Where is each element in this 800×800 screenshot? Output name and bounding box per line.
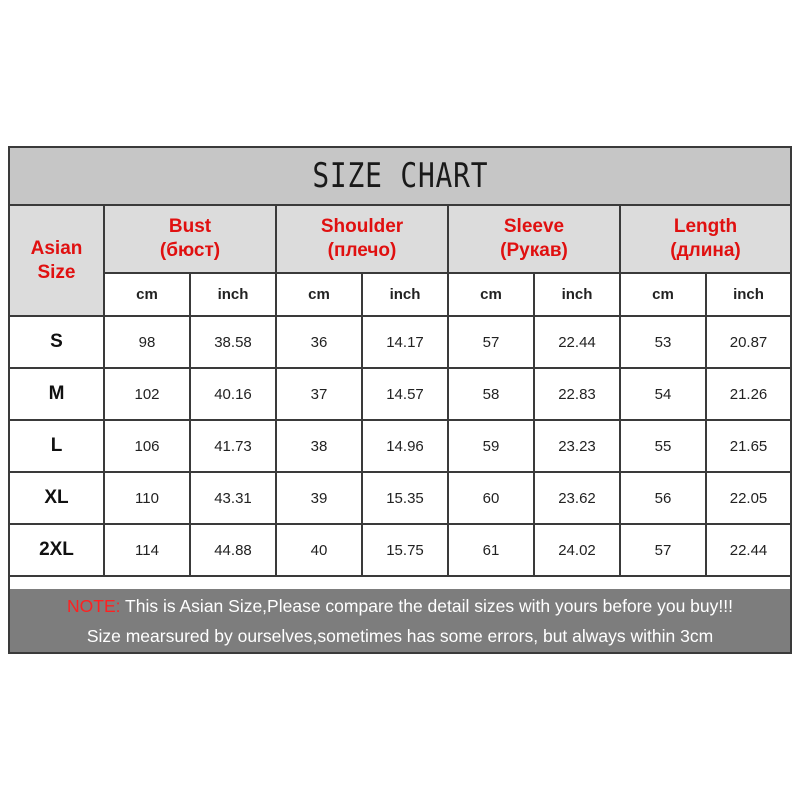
bust-label: Bust	[168, 216, 212, 237]
table-cell: 55	[620, 420, 706, 472]
shoulder-translation: (плечо)	[327, 240, 397, 261]
table-cell: 37	[276, 368, 362, 420]
unit-cm: cm	[448, 273, 534, 316]
asian-size-header-line2: Size	[37, 261, 76, 283]
table-cell: 57	[448, 316, 534, 368]
unit-cm: cm	[620, 273, 706, 316]
note-text: This is Asian Size,Please compare the detail sizes with yours before you buy!!!	[120, 595, 733, 616]
size-chart	[8, 146, 792, 654]
bust-translation: (бюст)	[159, 240, 221, 261]
table-cell: 22.83	[534, 368, 620, 420]
size-label: S	[10, 316, 104, 368]
asian-size-header	[10, 206, 104, 316]
length-translation: (длина)	[670, 240, 741, 261]
sleeve-label: Sleeve	[503, 216, 565, 237]
title-bar	[10, 148, 790, 206]
table-cell: 22.44	[706, 524, 790, 576]
size-label: 2XL	[10, 524, 104, 576]
table-row	[10, 420, 790, 472]
table-cell: 106	[104, 420, 190, 472]
unit-inch: inch	[534, 273, 620, 316]
table-cell: 36	[276, 316, 362, 368]
table-cell: 14.17	[362, 316, 448, 368]
unit-cm: cm	[276, 273, 362, 316]
table-row	[10, 316, 790, 368]
table-cell: 43.31	[190, 472, 276, 524]
table-cell: 110	[104, 472, 190, 524]
table-cell: 20.87	[706, 316, 790, 368]
shoulder-label: Shoulder	[320, 216, 404, 237]
table-cell: 21.65	[706, 420, 790, 472]
sleeve-header	[448, 206, 620, 273]
table-cell: 15.35	[362, 472, 448, 524]
shoulder-header	[276, 206, 448, 273]
chart-title: SIZE CHART	[311, 156, 489, 196]
table-cell: 98	[104, 316, 190, 368]
table-cell: 40.16	[190, 368, 276, 420]
size-label: M	[10, 368, 104, 420]
asian-size-header-line1: Asian	[30, 237, 83, 259]
table-cell: 57	[620, 524, 706, 576]
table-cell: 56	[620, 472, 706, 524]
unit-inch: inch	[362, 273, 448, 316]
table-cell: 23.23	[534, 420, 620, 472]
note-line-2: Size mearsured by ourselves,sometimes has some errors, but always within 3cm	[86, 625, 714, 646]
table-cell: 58	[448, 368, 534, 420]
table-cell: 38	[276, 420, 362, 472]
table-cell: 61	[448, 524, 534, 576]
table-row	[10, 524, 790, 576]
table-cell: 60	[448, 472, 534, 524]
table-cell: 102	[104, 368, 190, 420]
table-cell: 53	[620, 316, 706, 368]
length-header	[620, 206, 790, 273]
table-cell: 39	[276, 472, 362, 524]
table-cell: 24.02	[534, 524, 620, 576]
notes-panel	[10, 589, 790, 652]
table-cell: 44.88	[190, 524, 276, 576]
table-cell: 14.96	[362, 420, 448, 472]
table-row	[10, 472, 790, 524]
table-cell: 23.62	[534, 472, 620, 524]
unit-inch: inch	[190, 273, 276, 316]
table-cell: 41.73	[190, 420, 276, 472]
note-label: NOTE:	[67, 595, 121, 616]
note-line-1	[10, 591, 790, 621]
size-table	[10, 206, 790, 577]
table-cell: 22.44	[534, 316, 620, 368]
table-cell: 21.26	[706, 368, 790, 420]
length-label: Length	[673, 216, 738, 237]
bust-header	[104, 206, 276, 273]
table-cell: 114	[104, 524, 190, 576]
sleeve-translation: (Рукав)	[500, 240, 568, 261]
table-cell: 15.75	[362, 524, 448, 576]
table-cell: 40	[276, 524, 362, 576]
table-row	[10, 368, 790, 420]
size-label: XL	[10, 472, 104, 524]
table-cell: 54	[620, 368, 706, 420]
table-cell: 22.05	[706, 472, 790, 524]
unit-cm: cm	[104, 273, 190, 316]
table-cell: 14.57	[362, 368, 448, 420]
table-cell: 38.58	[190, 316, 276, 368]
unit-inch: inch	[706, 273, 790, 316]
table-cell: 59	[448, 420, 534, 472]
size-label: L	[10, 420, 104, 472]
